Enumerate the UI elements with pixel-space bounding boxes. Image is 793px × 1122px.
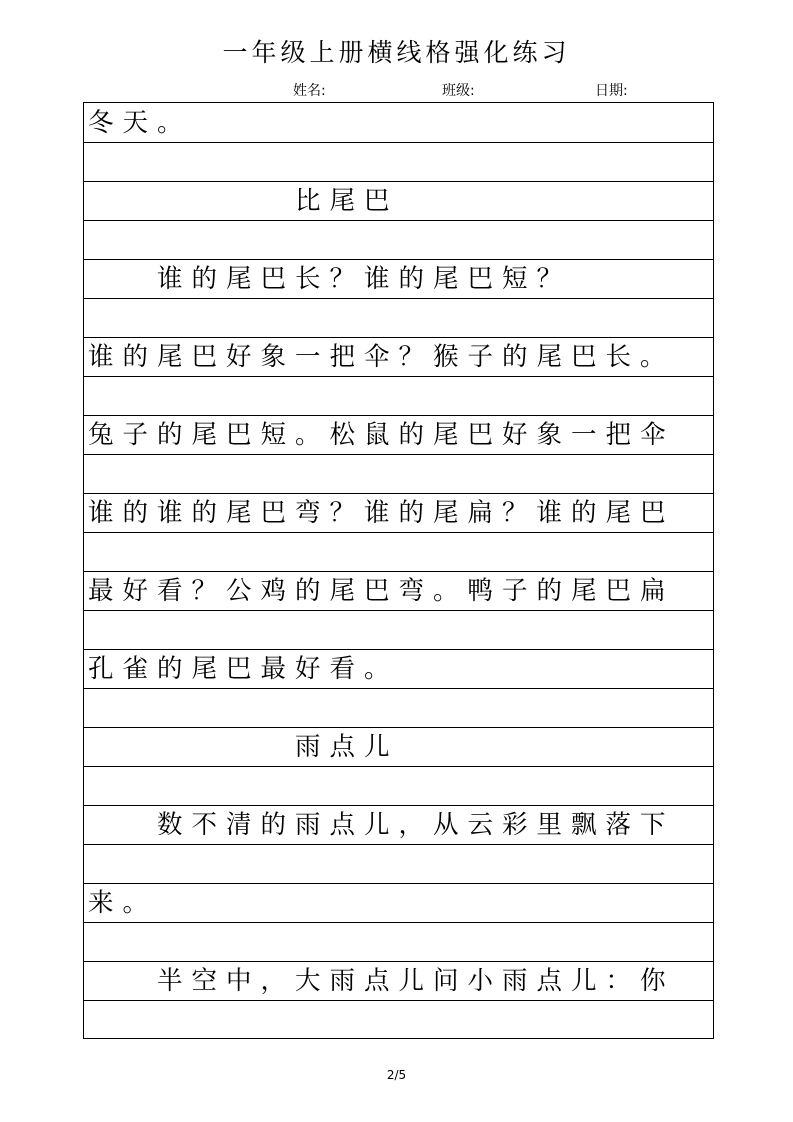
- ruled-line: [84, 220, 713, 221]
- text-line: [88, 220, 713, 260]
- text-line: 来。: [88, 888, 158, 918]
- class-label: 班级:: [442, 83, 475, 99]
- ruled-line: [84, 961, 713, 962]
- ruled-line: [84, 727, 713, 728]
- text-line: [88, 142, 713, 182]
- text-line: [88, 844, 713, 884]
- ruled-line: [84, 493, 713, 494]
- ruled-line: [84, 259, 713, 260]
- ruled-line: [84, 454, 713, 455]
- text-line: [88, 454, 713, 494]
- text-line: 半空中，大雨点儿问小雨点儿：你: [88, 966, 675, 996]
- ruled-line: [84, 922, 713, 923]
- name-label: 姓名:: [293, 83, 326, 99]
- ruled-line: [84, 571, 713, 572]
- ruled-line: [84, 688, 713, 689]
- ruled-line: [84, 181, 713, 182]
- ruled-line: [84, 844, 713, 845]
- text-line: 数不清的雨点儿，从云彩里飘落下: [88, 810, 675, 840]
- text-line: 最好看？公鸡的尾巴弯。鸭子的尾巴扁: [88, 576, 675, 606]
- page-number: 2/5: [386, 1068, 407, 1082]
- text-line: 谁的尾巴长？谁的尾巴短？: [88, 264, 572, 294]
- ruled-line: [84, 766, 713, 767]
- text-line: 兔子的尾巴短。松鼠的尾巴好象一把伞: [88, 420, 675, 450]
- ruled-line: [84, 883, 713, 884]
- ruled-line: [84, 649, 713, 650]
- ruled-line: [84, 298, 713, 299]
- writing-grid: [83, 102, 714, 1039]
- text-line: [88, 1000, 713, 1040]
- text-line: [88, 532, 713, 572]
- ruled-line: [84, 610, 713, 611]
- page-title: 一年级上册横线格强化练习: [222, 38, 571, 67]
- text-line: 谁的谁的尾巴弯？谁的尾扁？谁的尾巴: [88, 498, 675, 528]
- text-line: 孔雀的尾巴最好看。: [88, 654, 399, 684]
- ruled-line: [84, 1000, 713, 1001]
- text-line: 谁的尾巴好象一把伞？猴子的尾巴长。: [88, 342, 675, 372]
- text-line: [88, 610, 713, 650]
- ruled-line: [84, 376, 713, 377]
- text-line: 雨点儿: [88, 732, 399, 762]
- ruled-line: [84, 805, 713, 806]
- text-line: 比尾巴: [88, 186, 399, 216]
- text-line: [88, 376, 713, 416]
- text-line: [88, 922, 713, 962]
- ruled-line: [84, 337, 713, 338]
- date-label: 日期:: [595, 83, 628, 99]
- text-line: [88, 766, 713, 806]
- ruled-line: [84, 142, 713, 143]
- ruled-line: [84, 532, 713, 533]
- ruled-line: [84, 415, 713, 416]
- text-line: [88, 298, 713, 338]
- text-line: [88, 688, 713, 728]
- text-line: 冬天。: [88, 108, 192, 138]
